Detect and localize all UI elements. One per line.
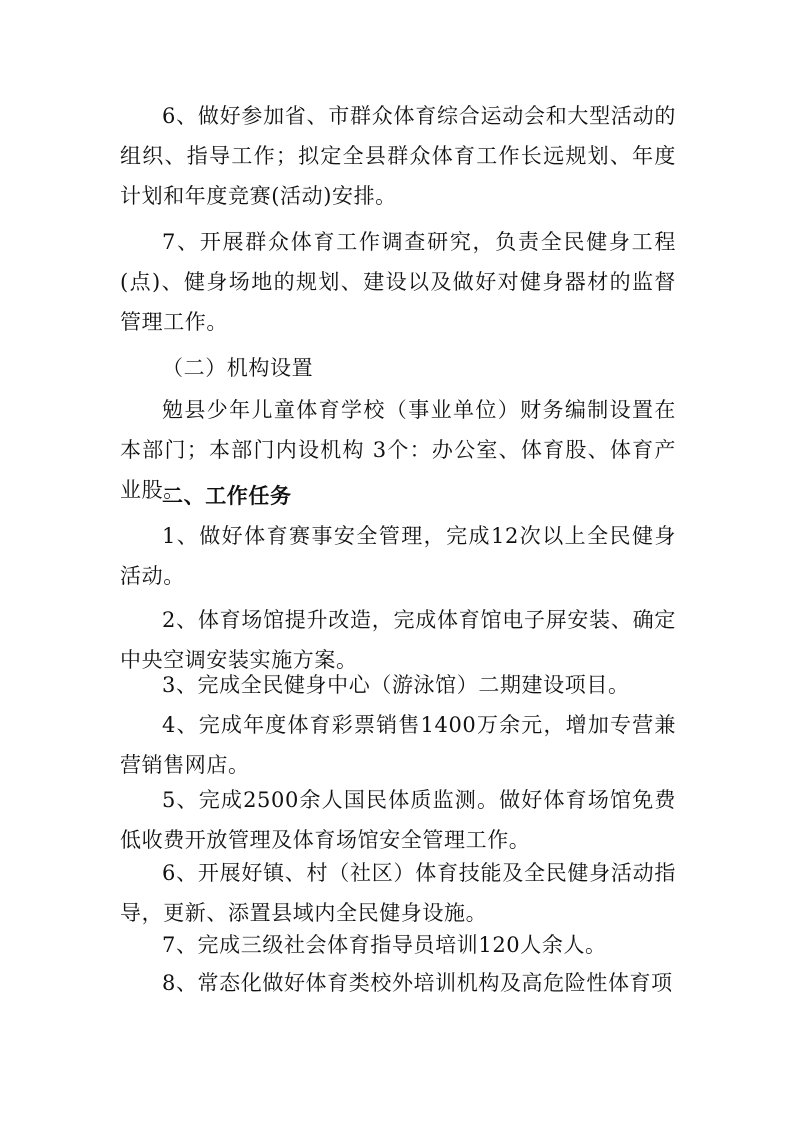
task-item-7: 7、完成三级社会体育指导员培训120人余人。 — [162, 933, 607, 957]
paragraph-item-6: 6、做好参加省、市群众体育综合运动会和大型活动的组织、指导工作；拟定全县群众体育工作长远规划、年度计划和年度竞赛(活动)安排。 — [120, 104, 676, 208]
task-item-1: 1、做好体育赛事安全管理，完成12次以上全民健身活动。 — [120, 524, 676, 588]
task-item-8: 8、常态化做好体育类校外培训机构及高危险性体育项 — [162, 971, 673, 995]
paragraph-item-7: 7、开展群众体育工作调查研究，负责全民健身工程(点)、健身场地的规划、建设以及做好对健身器材的监督管理工作。 — [120, 230, 676, 334]
paragraph-institution: 勉县少年儿童体育学校（事业单位）财务编制设置在本部门；本部门内设机构 3个：办公室、体育股、体育产业股。 — [120, 398, 676, 502]
task-item-4: 4、完成年度体育彩票销售1400万余元，增加专营兼营销售网店。 — [120, 713, 676, 777]
task-item-5: 5、完成2500余人国民体质监测。做好体育场馆免费低收费开放管理及体育场馆安全管理工作。 — [120, 788, 676, 852]
subheading-institution-setup: （二）机构设置 — [162, 356, 314, 380]
task-item-6: 6、开展好镇、村（社区）体育技能及全民健身活动指导，更新、添置县域内全民健身设施。 — [120, 861, 676, 925]
task-item-3: 3、完成全民健身中心（游泳馆）二期建设项目。 — [162, 673, 630, 697]
task-item-2: 2、体育场馆提升改造，完成体育馆电子屏安装、确定中央空调安装实施方案。 — [120, 608, 676, 672]
section-heading-work-tasks: 二、工作任务 — [162, 484, 292, 508]
